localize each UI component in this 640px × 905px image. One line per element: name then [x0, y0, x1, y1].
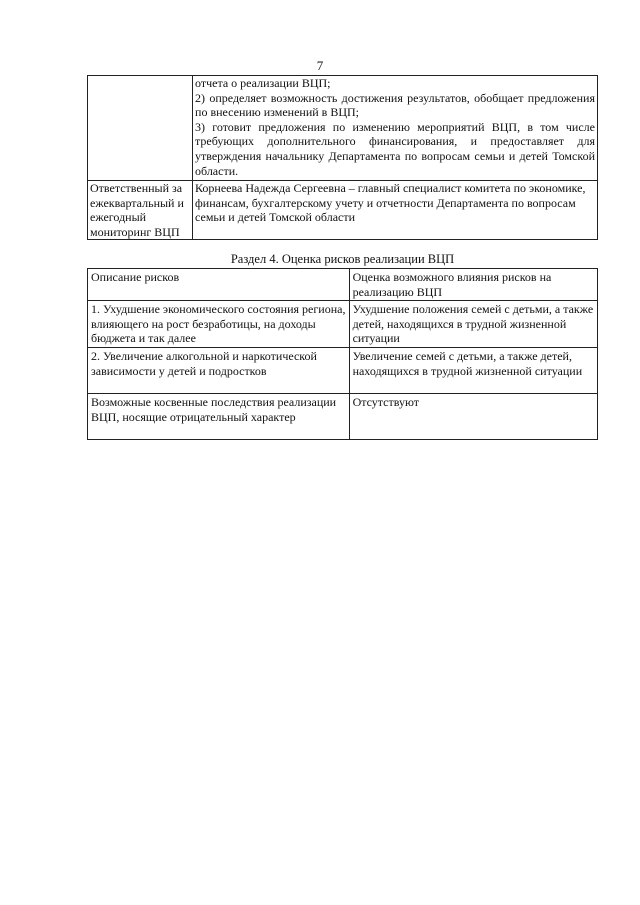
row-content-cell	[193, 76, 598, 181]
text-line: отчета о реализации ВЦП;	[195, 76, 331, 90]
table-header-row	[88, 269, 598, 301]
column-header-description: Описание рисков	[88, 269, 350, 301]
risk-description-cell: 2. Увеличение алкогольной и наркотической зависимости у детей и подростков	[88, 347, 350, 393]
row-label-cell: Ответственный за ежеквартальный и ежегодный мониторинг ВЦП	[88, 181, 193, 240]
risk-impact-cell: Отсутствуют	[349, 393, 597, 439]
responsibility-table	[87, 75, 598, 240]
table-row	[88, 181, 598, 240]
table-row	[88, 393, 598, 439]
column-header-impact: Оценка возможного влияния рисков на реализацию ВЦП	[349, 269, 597, 301]
risk-description-cell: Возможные косвенные последствия реализации ВЦП, носящие отрицательный характер	[88, 393, 350, 439]
risk-table	[87, 268, 598, 440]
table-row	[88, 301, 598, 348]
risk-impact-cell: Ухудшение положения семей с детьми, а также детей, находящихся в трудной жизненной ситуации	[349, 301, 597, 348]
risk-description-cell: 1. Ухудшение экономического состояния региона, влияющего на рост безработицы, на доходы бюджета и так далее	[88, 301, 350, 348]
row-label-cell	[88, 76, 193, 181]
page-number: 7	[316, 58, 324, 73]
text-line: 2) определяет возможность достижения результатов, обобщает предложения по внесению изменений в ВЦП;	[195, 90, 595, 120]
section-title: Раздел 4. Оценка рисков реализации ВЦП	[230, 252, 455, 266]
text-line: 3) готовит предложения по изменению мероприятий ВЦП, в том числе требующих дополнительного финансирования, и предоставляет для утверждения начальнику Департамента по вопросам семьи и детей Томской области.	[195, 119, 595, 178]
row-content-cell: Корнеева Надежда Сергеевна – главный специалист комитета по экономике, финансам, бухгалтерскому учету и отчетности Департамента по вопросам семьи и детей Томской области	[193, 181, 598, 240]
risk-impact-cell: Увеличение семей с детьми, а также детей, находящихся в трудной жизненной ситуации	[349, 347, 597, 393]
table-row	[88, 76, 598, 181]
table-row	[88, 347, 598, 393]
